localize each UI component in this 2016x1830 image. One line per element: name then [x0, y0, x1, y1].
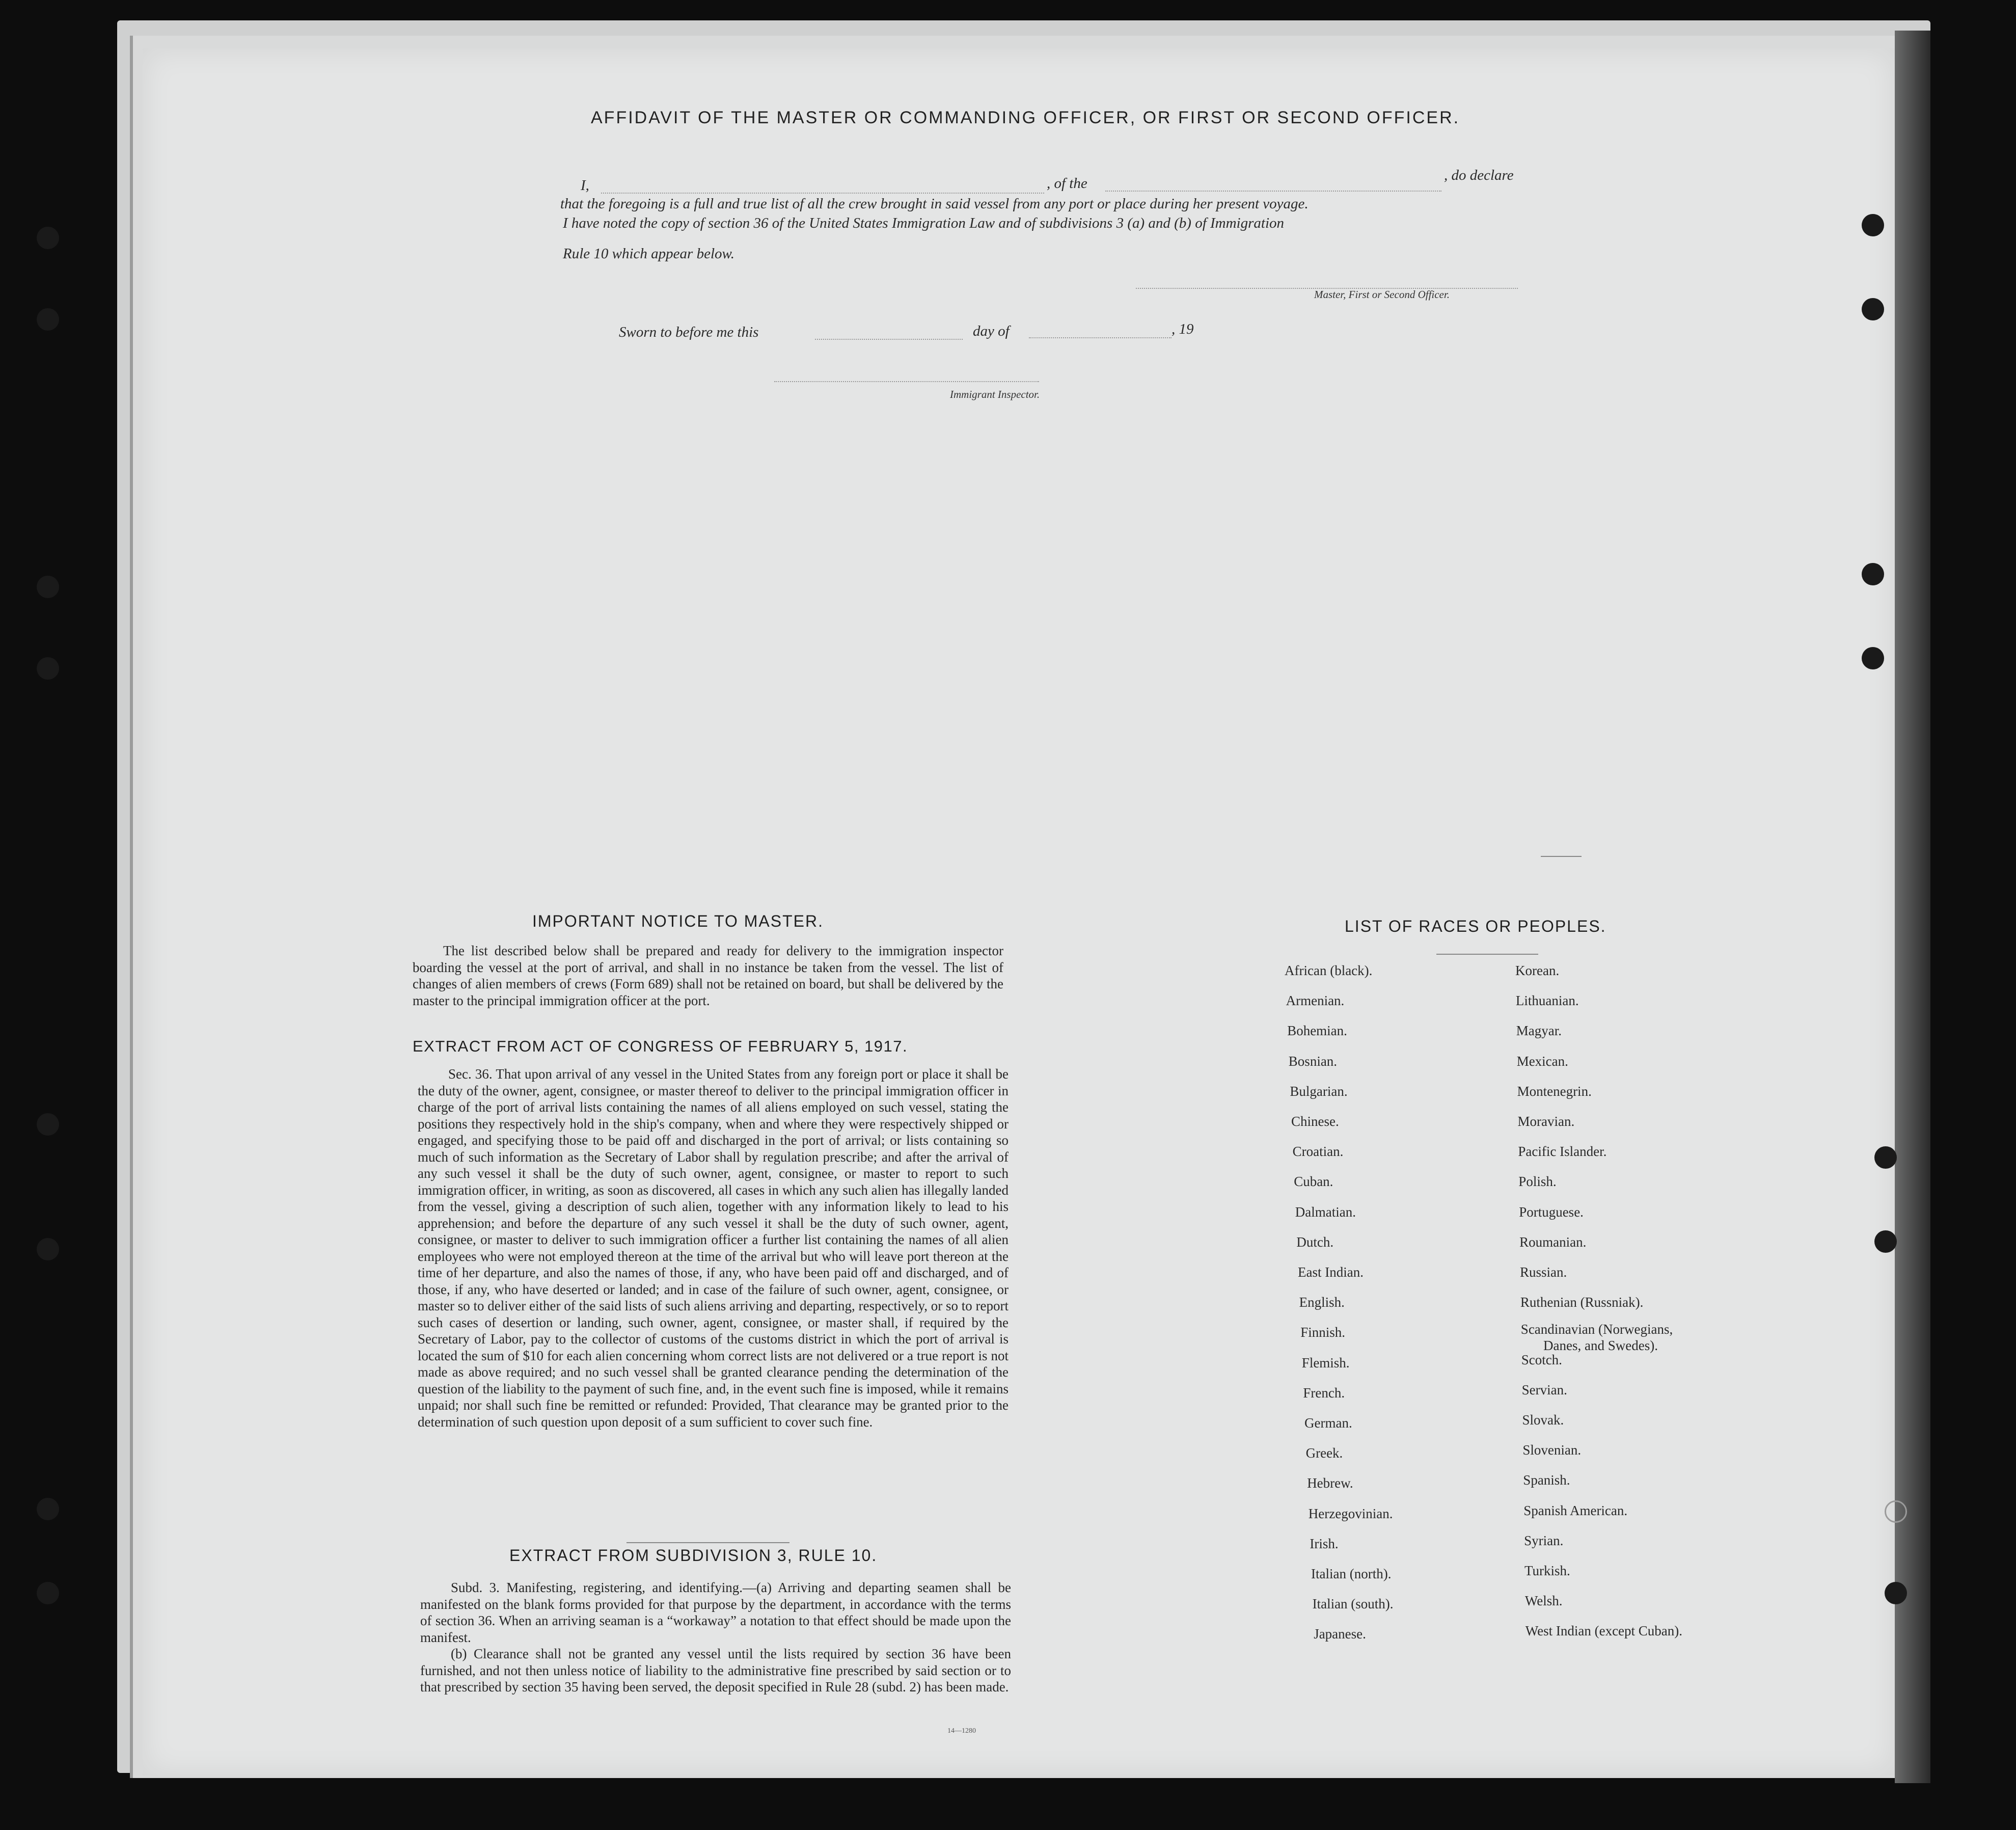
race-item: Russian.: [1520, 1264, 1567, 1280]
race-item: Dalmatian.: [1295, 1204, 1356, 1220]
race-item: Italian (north).: [1311, 1566, 1392, 1581]
day-blank: [815, 339, 963, 340]
race-item: Herzegovinian.: [1308, 1505, 1393, 1521]
binder-hole-icon: [37, 1238, 59, 1260]
race-item: Scandinavian (Norwegians,: [1520, 1322, 1673, 1337]
race-item: Moravian.: [1517, 1114, 1575, 1129]
affidavit-line-3: I have noted the copy of section 36 of the United States Immigration Law and of subdivisions 3 (a) and (b) of Immigration: [563, 215, 1285, 231]
race-item: Portuguese.: [1519, 1204, 1584, 1220]
race-item: Roumanian.: [1519, 1234, 1587, 1250]
binder-hole-icon: [37, 1113, 59, 1136]
race-item: Bohemian.: [1287, 1023, 1347, 1039]
bleed-through: [407, 127, 417, 152]
race-item: Servian.: [1521, 1382, 1567, 1397]
name-blank: [601, 193, 1044, 194]
document-page: [143, 48, 1895, 1775]
race-item: Magyar.: [1516, 1023, 1562, 1039]
affidavit-line-4: Rule 10 which appear below.: [563, 246, 734, 262]
notice-title: IMPORTANT NOTICE TO MASTER.: [532, 912, 824, 930]
race-item: Syrian.: [1524, 1532, 1564, 1548]
section-divider: [626, 1542, 789, 1543]
race-item: Pacific Islander.: [1518, 1144, 1607, 1160]
punch-hole-ring-icon: [1885, 1500, 1907, 1523]
race-item: English.: [1299, 1295, 1345, 1310]
year-label: , 19: [1172, 321, 1194, 337]
act-paragraph: Sec. 36. That upon arrival of any vessel in the United States from any foreign port or place it shall be the duty of the owner, agent, consignee, or master thereof to deliver to the principal immigration officer in charge of the port of arrival lists containing the names of all aliens employed on such vessel, stating the positions they respectively hold in the ship's company, when and where they were respectively shipped or engaged, and specifying those to be paid off and discharged in the port of arrival; or lists containing so much of such information as the Secretary of Labor shall by regulation prescribe; and after the arrival of any such vessel it shall be the duty of such owner, agent, consignee, or master to report to such immigration officer, in writing, as soon as discovered, all cases in which any such alien has illegally landed from the vessel, giving a description of such alien, together with any information likely to lead to his apprehension; and before the departure of any such vessel it shall be the duty of such owner, agent, consignee, or master to deliver to such immigration officer a further list containing the names of all alien employees who were not employed thereon at the time of the arrival but who will leave port thereon at the time of her departure, and also the names of those, if any, who have been paid off and discharged, and of those, if any, who have deserted or landed; and in case of the failure of such owner, agent, consignee, or master so to deliver either of the said lists of such aliens arriving and departing, respectively, or so to report such cases of desertion or landing, such owner, agent, consignee, or master shall, if required by the Secretary of Labor, pay to the collector of customs of the customs district in which the port of arrival is located the sum of $10 for each alien concerning whom correct lists are not delivered or a true report is not made as above required; and no such vessel shall be granted clearance pending the determination of the question of the liability to the payment of such fine, and, in the event such fine is imposed, while it remains unpaid; nor shall such fine be remitted or refunded: Provided, That clearance may be granted prior to the determination of such question upon deposit of a sum sufficient to cover such fine.: [418, 1066, 1009, 1430]
punch-hole-icon: [1862, 214, 1884, 236]
races-title-rule: [1436, 954, 1538, 955]
race-item: Korean.: [1515, 963, 1560, 978]
race-item: Mexican.: [1516, 1053, 1568, 1069]
month-blank: [1029, 337, 1172, 338]
race-item: Armenian.: [1286, 993, 1345, 1009]
affidavit-of-the: , of the: [1047, 175, 1087, 192]
race-item: Dutch.: [1296, 1234, 1334, 1250]
races-title: LIST OF RACES OR PEOPLES.: [1345, 917, 1606, 935]
notice-paragraph: The list described below shall be prepared and ready for delivery to the immigration inspector boarding the vessel at the port of arrival, and shall in no instance be taken from the vessel. The list of changes of alien members of crews (Form 689) shall not be retained on board, but shall be delivered by the master to the principal immigration officer at the port.: [413, 943, 1003, 1008]
rule-paragraph-a: Subd. 3. Manifesting, registering, and identifying.—(a) Arriving and departing seamen shall be manifested on the blank forms provided for that purpose by the department, in accordance with the terms of section 36. When an arriving seaman is a “workaway” a notation to that effect should be made upon the manifest.: [420, 1580, 1011, 1645]
inspector-caption: Immigrant Inspector.: [950, 388, 1040, 400]
race-item: Bosnian.: [1288, 1053, 1338, 1069]
punch-hole-icon: [1862, 298, 1884, 320]
race-item: Flemish.: [1301, 1355, 1350, 1370]
race-item: Welsh.: [1524, 1593, 1563, 1609]
race-item: Lithuanian.: [1515, 993, 1579, 1009]
form-number: 14—1280: [947, 1727, 976, 1735]
punch-hole-icon: [1862, 563, 1884, 585]
signature-caption: Master, First or Second Officer.: [1314, 288, 1450, 301]
race-item: African (black).: [1285, 963, 1373, 978]
binder-hole-icon: [37, 576, 59, 598]
race-item: Ruthenian (Russniak).: [1520, 1295, 1644, 1310]
race-item: French.: [1303, 1385, 1345, 1401]
inspector-blank: [774, 381, 1039, 382]
race-item: Turkish.: [1524, 1563, 1570, 1578]
day-of-label: day of: [973, 323, 1010, 339]
rule-text: [420, 1579, 1011, 1696]
race-item: Japanese.: [1314, 1626, 1366, 1642]
rule-paragraph-b: (b) Clearance shall not be granted any vessel until the lists required by section 36 have been furnished, and not then unless notice of liability to the administrative fine prescribed by said section or to that prescribed by section 35 having been served, the deposit specified in Rule 28 (subd. 2) has been made.: [420, 1646, 1011, 1694]
rule-title: EXTRACT FROM SUBDIVISION 3, RULE 10.: [509, 1546, 878, 1565]
races-top-rule: [1541, 856, 1582, 857]
race-item: West Indian (except Cuban).: [1525, 1623, 1683, 1639]
race-item: Scotch.: [1521, 1352, 1562, 1367]
race-item: Irish.: [1310, 1536, 1339, 1551]
affidavit-title: AFFIDAVIT OF THE MASTER OR COMMANDING OFFICER, OR FIRST OR SECOND OFFICER.: [591, 108, 1460, 127]
race-item: Finnish.: [1300, 1325, 1345, 1340]
notice-text: [413, 943, 1003, 1009]
punch-hole-icon: [1874, 1230, 1897, 1253]
vessel-blank: [1105, 191, 1441, 192]
race-item: Spanish.: [1523, 1472, 1570, 1488]
affidavit-i-label: I,: [581, 177, 589, 194]
sworn-label: Sworn to before me this: [619, 324, 759, 340]
race-item: Greek.: [1305, 1445, 1343, 1461]
race-item: Polish.: [1518, 1174, 1557, 1190]
race-item: Hebrew.: [1307, 1475, 1353, 1491]
punch-hole-icon: [1862, 647, 1884, 669]
binder-hole-icon: [37, 1498, 59, 1520]
punch-hole-icon: [1874, 1146, 1897, 1169]
race-item: Italian (south).: [1312, 1596, 1394, 1612]
race-item: Croatian.: [1292, 1144, 1344, 1160]
race-item: Montenegrin.: [1517, 1083, 1592, 1099]
act-title: EXTRACT FROM ACT OF CONGRESS OF FEBRUARY 5, 1917.: [413, 1037, 908, 1055]
race-item: German.: [1304, 1415, 1352, 1431]
affidavit-do-declare: , do declare: [1444, 167, 1514, 183]
race-item-continuation: Danes, and Swedes).: [1543, 1338, 1658, 1354]
race-item: Chinese.: [1291, 1114, 1339, 1129]
punch-hole-icon: [1885, 1582, 1907, 1604]
binder-hole-icon: [37, 308, 59, 331]
act-text: [418, 1066, 1009, 1430]
race-item: Cuban.: [1294, 1174, 1333, 1190]
binder-hole-icon: [37, 227, 59, 249]
race-item: Slovak.: [1522, 1412, 1564, 1428]
race-item: Bulgarian.: [1290, 1083, 1348, 1099]
race-item: Spanish American.: [1523, 1502, 1628, 1518]
race-item: Slovenian.: [1522, 1442, 1582, 1458]
affidavit-line-2: that the foregoing is a full and true list of all the crew brought in said vessel from any port or place during her present voyage.: [560, 196, 1309, 212]
race-item: East Indian.: [1298, 1264, 1364, 1280]
binder-hole-icon: [37, 1582, 59, 1604]
binder-hole-icon: [37, 657, 59, 680]
